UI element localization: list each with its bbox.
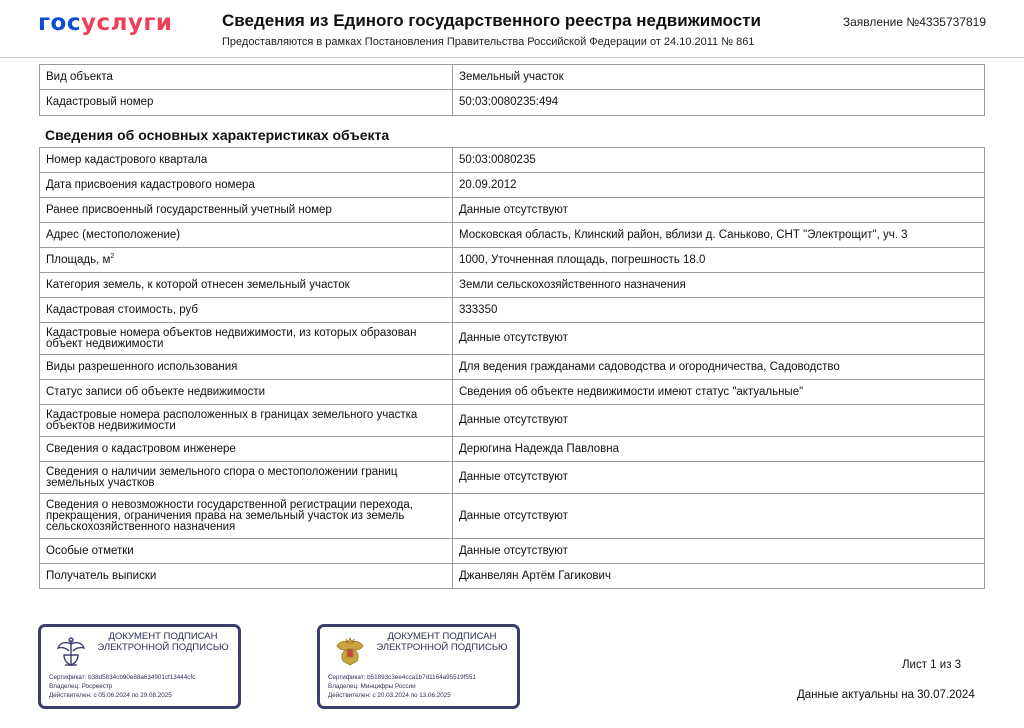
row-value: Сведения об объекте недвижимости имеют статус "актуальные" bbox=[453, 380, 985, 405]
table-row bbox=[40, 323, 985, 355]
section-title: Сведения об основных характеристиках объекта bbox=[45, 127, 390, 143]
document-subtitle: Предоставляются в рамках Постановления Правительства Российской Федерации от 24.10.2011 № 861 bbox=[222, 36, 755, 48]
stamp-validity: Действителен: с 05.06.2024 по 29.08.2025 bbox=[49, 692, 172, 699]
row-label bbox=[40, 248, 453, 273]
signature-stamp-mintsifry bbox=[317, 624, 520, 709]
table-row bbox=[40, 494, 985, 539]
table-row bbox=[40, 273, 985, 298]
area-label: Площадь, м bbox=[46, 253, 111, 266]
row-label: Виды разрешенного использования bbox=[40, 355, 453, 380]
table-row bbox=[40, 539, 985, 564]
row-label: Кадастровая стоимость, руб bbox=[40, 298, 453, 323]
table-row bbox=[40, 223, 985, 248]
row-value: Земли сельскохозяйственного назначения bbox=[453, 273, 985, 298]
row-value: Дерюгина Надежда Павловна bbox=[453, 437, 985, 462]
table-row bbox=[40, 437, 985, 462]
row-label: Кадастровые номера объектов недвижимости, из которых образован объект недвижимости bbox=[40, 323, 453, 355]
table-row bbox=[40, 248, 985, 273]
table-row bbox=[40, 173, 985, 198]
page-counter: Лист 1 из 3 bbox=[902, 659, 962, 671]
row-label: Дата присвоения кадастрового номера bbox=[40, 173, 453, 198]
document-title: Сведения из Единого государственного реестра недвижимости bbox=[222, 11, 761, 30]
row-value: Данные отсутствуют bbox=[453, 323, 985, 355]
signature-stamp-rosreestr bbox=[38, 624, 241, 709]
table-row bbox=[40, 405, 985, 437]
row-label: Сведения о невозможности государственной регистрации перехода, прекращения, ограничения права на земельный участок из земель сельскохозяйственного назначения bbox=[40, 494, 453, 539]
object-table bbox=[39, 64, 985, 116]
row-label: Ранее присвоенный государственный учетный номер bbox=[40, 198, 453, 223]
coat-of-arms-icon bbox=[332, 635, 368, 671]
stamp-certificate: Сертификат: b51893c3ee4cca1b7d1164a95519f551 bbox=[328, 674, 476, 681]
table-row bbox=[40, 355, 985, 380]
application-number: Заявление №4335737819 bbox=[842, 15, 986, 29]
table-row bbox=[40, 380, 985, 405]
row-value: Данные отсутствуют bbox=[453, 405, 985, 437]
row-value: Данные отсутствуют bbox=[453, 539, 985, 564]
logo-part-uslugi: услуги bbox=[80, 10, 173, 36]
row-label: Сведения о кадастровом инженере bbox=[40, 437, 453, 462]
row-value: Данные отсутствуют bbox=[453, 462, 985, 494]
stamp-owner: Владелец: Росреестр bbox=[49, 683, 113, 690]
stamp-validity: Действителен: с 20.03.2024 по 13.06.2025 bbox=[328, 692, 451, 699]
row-value: 50:03:0080235:494 bbox=[453, 90, 985, 116]
row-value: 50:03:0080235 bbox=[453, 148, 985, 173]
row-label: Категория земель, к которой отнесен земельный участок bbox=[40, 273, 453, 298]
rosreestr-emblem-icon bbox=[53, 635, 89, 671]
table-row bbox=[40, 298, 985, 323]
gosuslugi-logo bbox=[38, 10, 173, 36]
row-value: 333350 bbox=[453, 298, 985, 323]
row-label: Вид объекта bbox=[40, 65, 453, 90]
row-value: Для ведения гражданами садоводства и огородничества, Садоводство bbox=[453, 355, 985, 380]
row-label: Получатель выписки bbox=[40, 564, 453, 589]
row-label: Кадастровый номер bbox=[40, 90, 453, 116]
table-row bbox=[40, 564, 985, 589]
stamp-owner: Владелец: Минцифры России bbox=[328, 683, 416, 690]
stamp-title: ДОКУМЕНТ ПОДПИСАН ЭЛЕКТРОННОЙ ПОДПИСЬЮ bbox=[97, 631, 229, 653]
row-value: 20.09.2012 bbox=[453, 173, 985, 198]
stamp-details bbox=[49, 673, 239, 700]
row-value: Данные отсутствуют bbox=[453, 494, 985, 539]
row-value: Земельный участок bbox=[453, 65, 985, 90]
row-label: Статус записи об объекте недвижимости bbox=[40, 380, 453, 405]
data-actual-date: Данные актуальны на 30.07.2024 bbox=[797, 689, 975, 701]
table-row bbox=[40, 148, 985, 173]
stamp-certificate: Сертификат: b38d5834cb90e88a634901cf13444cfc bbox=[49, 674, 196, 681]
row-label: Кадастровые номера расположенных в границах земельного участка объектов недвижимости bbox=[40, 405, 453, 437]
header-divider bbox=[0, 57, 1024, 58]
stamp-details bbox=[328, 673, 518, 700]
row-value: Джанвелян Артём Гагикович bbox=[453, 564, 985, 589]
table-row bbox=[40, 90, 985, 116]
row-value: 1000, Уточненная площадь, погрешность 18.0 bbox=[453, 248, 985, 273]
row-value: Московская область, Клинский район, вблизи д. Саньково, СНТ "Электрощит", уч. 3 bbox=[453, 223, 985, 248]
table-row bbox=[40, 198, 985, 223]
logo-part-gos: гос bbox=[38, 10, 81, 36]
stamp-title: ДОКУМЕНТ ПОДПИСАН ЭЛЕКТРОННОЙ ПОДПИСЬЮ bbox=[376, 631, 508, 653]
table-row bbox=[40, 462, 985, 494]
row-label: Особые отметки bbox=[40, 539, 453, 564]
characteristics-table bbox=[39, 147, 985, 589]
table-row bbox=[40, 65, 985, 90]
row-label: Номер кадастрового квартала bbox=[40, 148, 453, 173]
row-value: Данные отсутствуют bbox=[453, 198, 985, 223]
row-label: Сведения о наличии земельного спора о местоположении границ земельных участков bbox=[40, 462, 453, 494]
area-unit-superscript: 2 bbox=[110, 252, 115, 260]
row-label: Адрес (местоположение) bbox=[40, 223, 453, 248]
